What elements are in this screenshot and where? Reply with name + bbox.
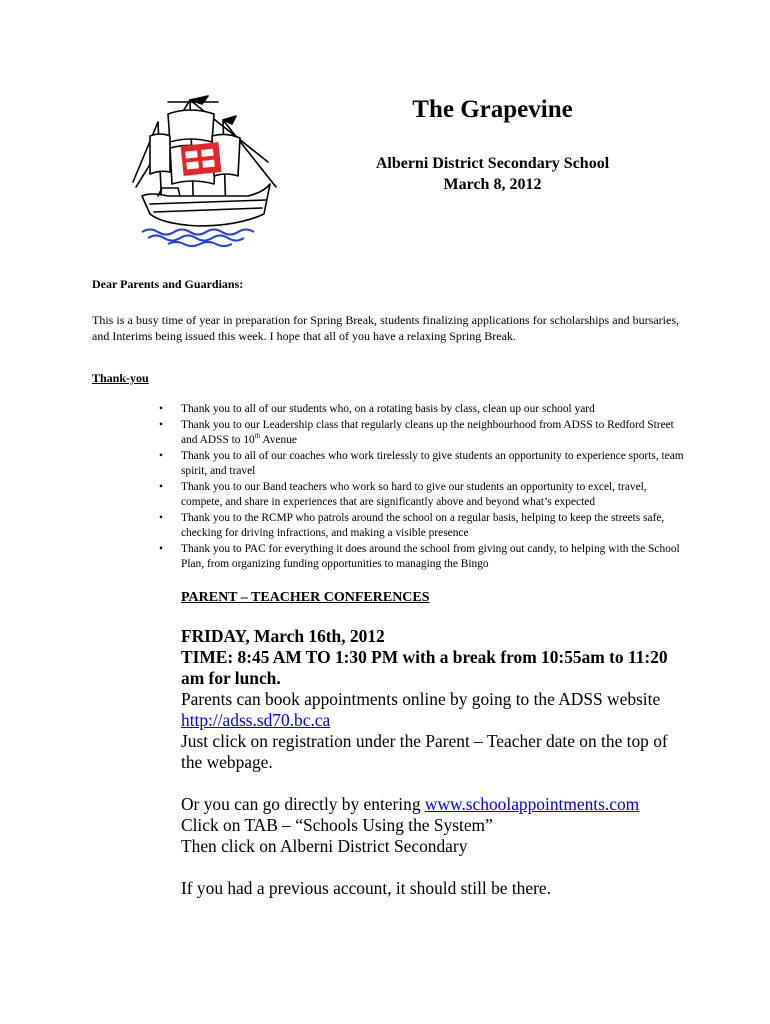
conference-day: FRIDAY, March 16th, 2012 (181, 626, 385, 646)
bullet-icon: • (159, 511, 163, 524)
list-item-text: Thank you to our Leadership class that regularly cleans up the neighbourhood from ADSS to Redford Street and ADSS to 10 (181, 418, 674, 446)
salutation: Dear Parents and Guardians: (92, 277, 244, 291)
previous-account-note: If you had a previous account, it should still be there. (181, 878, 551, 898)
thank-you-list (159, 402, 689, 573)
list-item (159, 511, 689, 542)
list-item-text: Thank you to PAC for everything it does around the school from giving out candy, to helping with the School Plan, from organizing funding opportunities to managing the Bingo (181, 542, 680, 570)
list-item (159, 418, 689, 449)
registration-instructions-line-1: Just click on registration under the Parent – Teacher date on the top of (181, 731, 668, 751)
school-logo (128, 92, 278, 252)
list-item (159, 542, 689, 573)
list-item-text: Thank you to all of our students who, on a rotating basis by class, clean up our school yard (181, 403, 595, 415)
bullet-icon: • (159, 480, 163, 493)
adss-website-link[interactable]: http://adss.sd70.bc.ca (181, 710, 331, 730)
list-item-text: Thank you to all of our coaches who work tirelessly to give students an opportunity to experience sports, team spirit, and travel (181, 449, 684, 477)
water-waves (142, 230, 254, 247)
bullet-icon: • (159, 449, 163, 462)
conference-time-line-2: am for lunch. (181, 668, 281, 688)
thank-you-heading: Thank-you (92, 371, 149, 385)
bullet-icon: • (159, 403, 163, 415)
school-name: Alberni District Secondary School (375, 155, 610, 172)
conferences-heading: PARENT – TEACHER CONFERENCES (181, 590, 430, 605)
select-school-instructions: Then click on Alberni District Secondary (181, 836, 468, 856)
conferences-details (181, 626, 691, 899)
list-item (159, 402, 689, 418)
registration-instructions-line-2: the webpage. (181, 752, 273, 772)
list-item-text: Thank you to the RCMP who patrols around the school on a regular basis, helping to keep the streets safe, checking for driving infractions, and making a visible presence (181, 511, 665, 539)
list-item-text: Thank you to our Band teachers who work so hard to give our students an opportunity to excel, travel, compete, and share in experiences that are significantly above and beyond what’s expected (181, 480, 647, 508)
schoolappointments-link[interactable]: www.schoolappointments.com (424, 794, 640, 814)
booking-instructions: Parents can book appointments online by going to the ADSS website (181, 689, 661, 709)
sailing-ship-logo-icon (128, 92, 278, 252)
ordinal-suffix: th (254, 432, 261, 441)
tab-instructions: Click on TAB – “Schools Using the System” (181, 815, 493, 835)
newsletter-title: The Grapevine (412, 96, 573, 123)
adss-emblem (181, 142, 222, 176)
newsletter-date: March 8, 2012 (443, 176, 542, 193)
list-item-text-tail: Avenue (260, 434, 297, 446)
direct-entry-text: Or you can go directly by entering (181, 794, 425, 814)
intro-paragraph: This is a busy time of year in preparation for Spring Break, students finalizing applications for scholarships and bursaries, and Interims being issued this week. I hope that all of you have a relaxing Spring Break. (92, 313, 679, 343)
list-item (159, 449, 689, 480)
conference-time-line-1: TIME: 8:45 AM TO 1:30 PM with a break from 10:55am to 11:20 (181, 647, 668, 667)
bullet-icon: • (159, 418, 163, 431)
bullet-icon: • (159, 542, 163, 555)
list-item (159, 480, 689, 511)
